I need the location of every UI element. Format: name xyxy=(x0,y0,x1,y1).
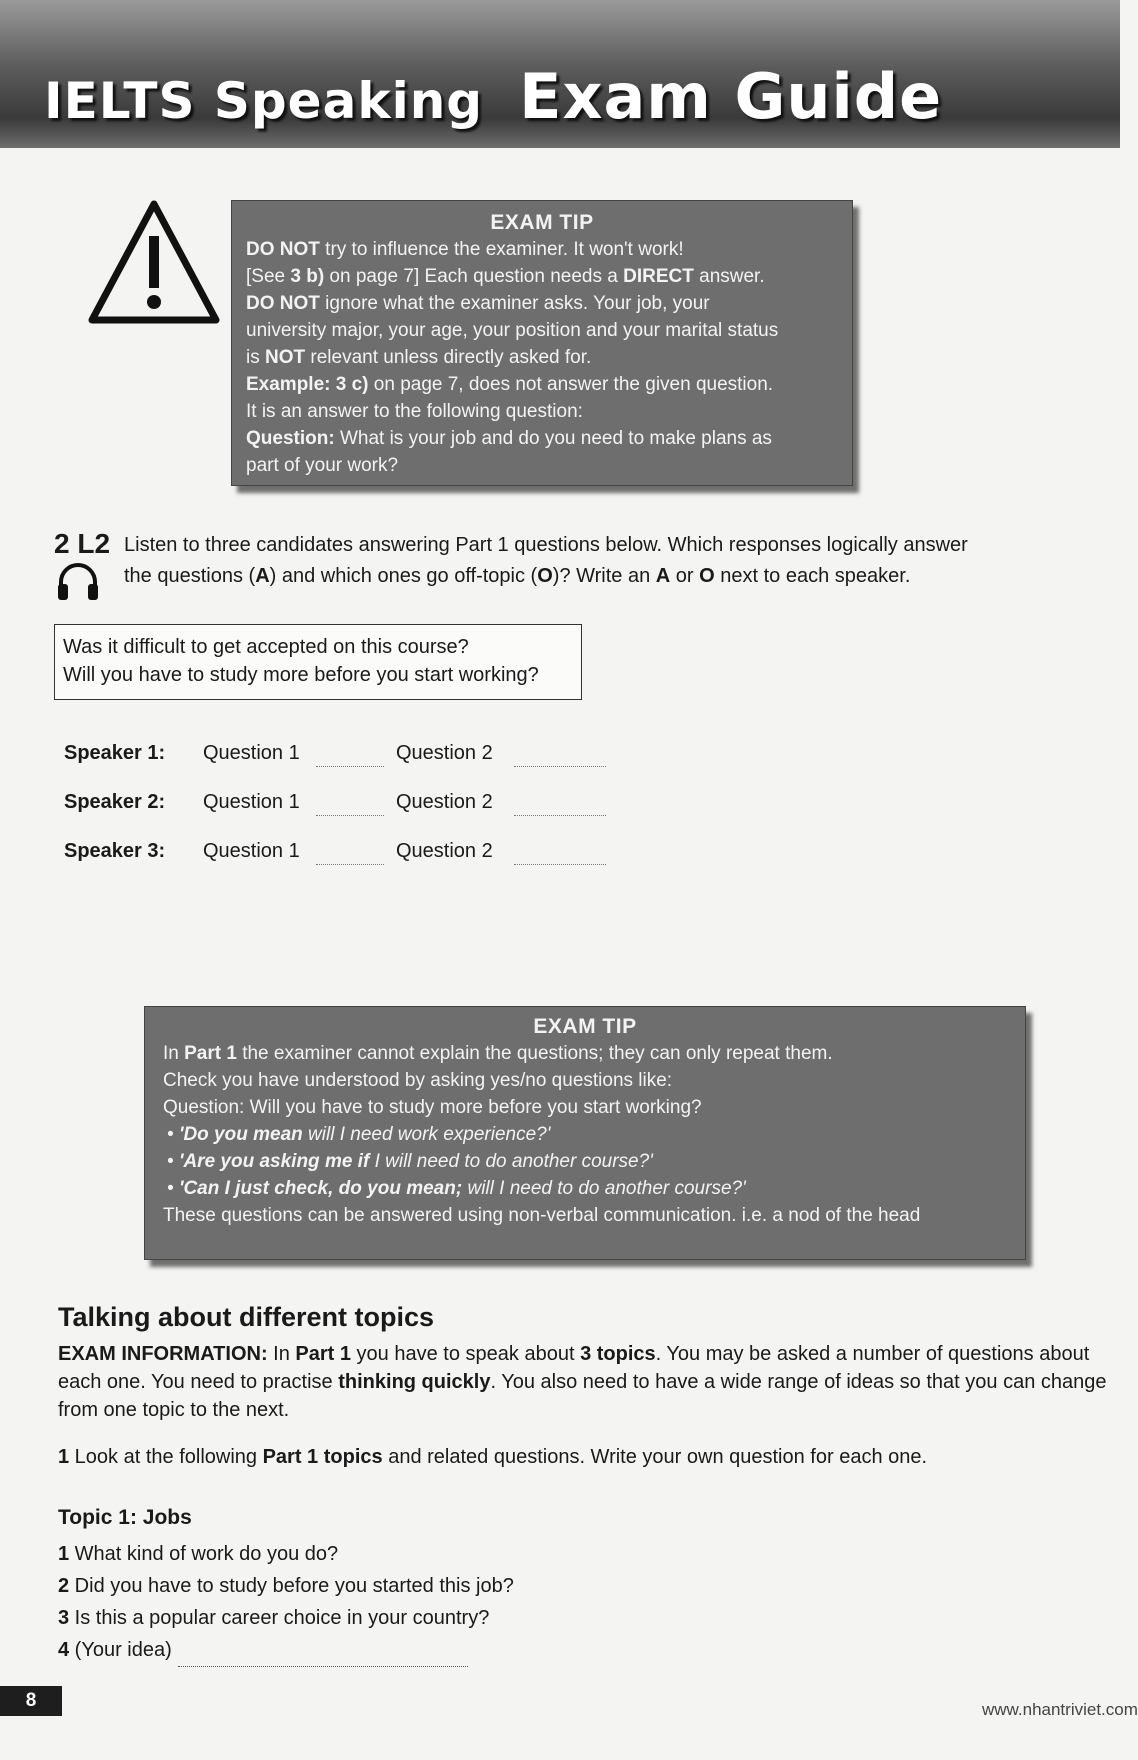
tip-line: It is an answer to the following question: xyxy=(246,401,583,422)
exercise-instructions: Listen to three candidates answering Part 1 questions below. Which responses logically answer the questions (A) and which ones go off-topic (O)? Write an A or O next to each speaker. xyxy=(124,534,968,587)
exam-tip-box-1 xyxy=(231,200,853,486)
exercise-1-instruction: 1 Look at the following Part 1 topics and related questions. Write your own question for each one. xyxy=(58,1446,928,1468)
answer-blank[interactable] xyxy=(178,1634,468,1667)
tip-line: is NOT relevant unless directly asked for. xyxy=(246,347,592,368)
page-title: IELTS Speaking Exam Guide xyxy=(44,60,943,133)
list-item: 3 Is this a popular career choice in your country? xyxy=(58,1607,490,1629)
warning-icon xyxy=(86,198,222,328)
tip-line: DO NOT ignore what the examiner asks. Your job, your xyxy=(246,293,710,314)
exam-tip-box-2 xyxy=(144,1006,1026,1260)
list-item: 2 Did you have to study before you started this job? xyxy=(58,1575,514,1597)
list-item: 4 (Your idea) xyxy=(58,1634,514,1667)
tip-line: [See 3 b) on page 7] Each question needs a DIRECT answer. xyxy=(246,266,765,287)
answer-blank[interactable] xyxy=(316,864,384,865)
answer-blank[interactable] xyxy=(514,864,606,865)
list-item: 1 What kind of work do you do? xyxy=(58,1543,339,1565)
header-banner xyxy=(0,0,1120,148)
tip-bullet: • 'Do you mean will I need work experience?' xyxy=(167,1124,551,1145)
section-title: Talking about different topics xyxy=(58,1302,435,1332)
headphones-icon xyxy=(56,562,100,602)
exam-tip-title: EXAM TIP xyxy=(490,211,594,234)
website-url: www.nhantriviet.com xyxy=(982,1700,1138,1719)
question-2: Will you have to study more before you start working? xyxy=(63,664,539,686)
page-number: 8 xyxy=(0,1686,62,1716)
topic-title: Topic 1: Jobs xyxy=(58,1506,192,1529)
exercise-number: 2 L2 xyxy=(54,528,111,559)
tip-line: part of your work? xyxy=(246,455,399,476)
tip-line: Question: What is your job and do you need to make plans as xyxy=(246,428,772,449)
exam-tip-title: EXAM TIP xyxy=(533,1015,637,1038)
tip-line: DO NOT try to influence the examiner. It won't work! xyxy=(246,239,684,260)
tip-line: Example: 3 c) on page 7, does not answer the given question. xyxy=(246,374,774,395)
answer-blank[interactable] xyxy=(316,766,384,767)
tip-line: These questions can be answered using non-verbal communication. i.e. a nod of the head xyxy=(163,1205,921,1226)
tip-line: Question: Will you have to study more before you start working? xyxy=(163,1097,702,1118)
tip-bullet: • 'Can I just check, do you mean; will I need to do another course?' xyxy=(167,1178,746,1199)
tip-bullet: • 'Are you asking me if I will need to do another course?' xyxy=(167,1151,653,1172)
exam-information: EXAM INFORMATION: In Part 1 you have to speak about 3 topics. You may be asked a number of questions about each one. You need to practise thinking quickly. You also need to have a wide range of ideas so that you can change from one topic to the next. xyxy=(58,1343,1107,1421)
answer-blank[interactable] xyxy=(316,815,384,816)
tip-line: university major, your age, your position and your marital status xyxy=(246,320,779,341)
topic-question-list xyxy=(58,1538,514,1667)
tip-line: In Part 1 the examiner cannot explain the questions; they can only repeat them. xyxy=(163,1043,833,1064)
answer-blank[interactable] xyxy=(514,815,606,816)
question-box xyxy=(54,624,582,700)
tip-line: Check you have understood by asking yes/no questions like: xyxy=(163,1070,673,1091)
answer-blank[interactable] xyxy=(514,766,606,767)
question-1: Was it difficult to get accepted on this course? xyxy=(63,636,469,658)
